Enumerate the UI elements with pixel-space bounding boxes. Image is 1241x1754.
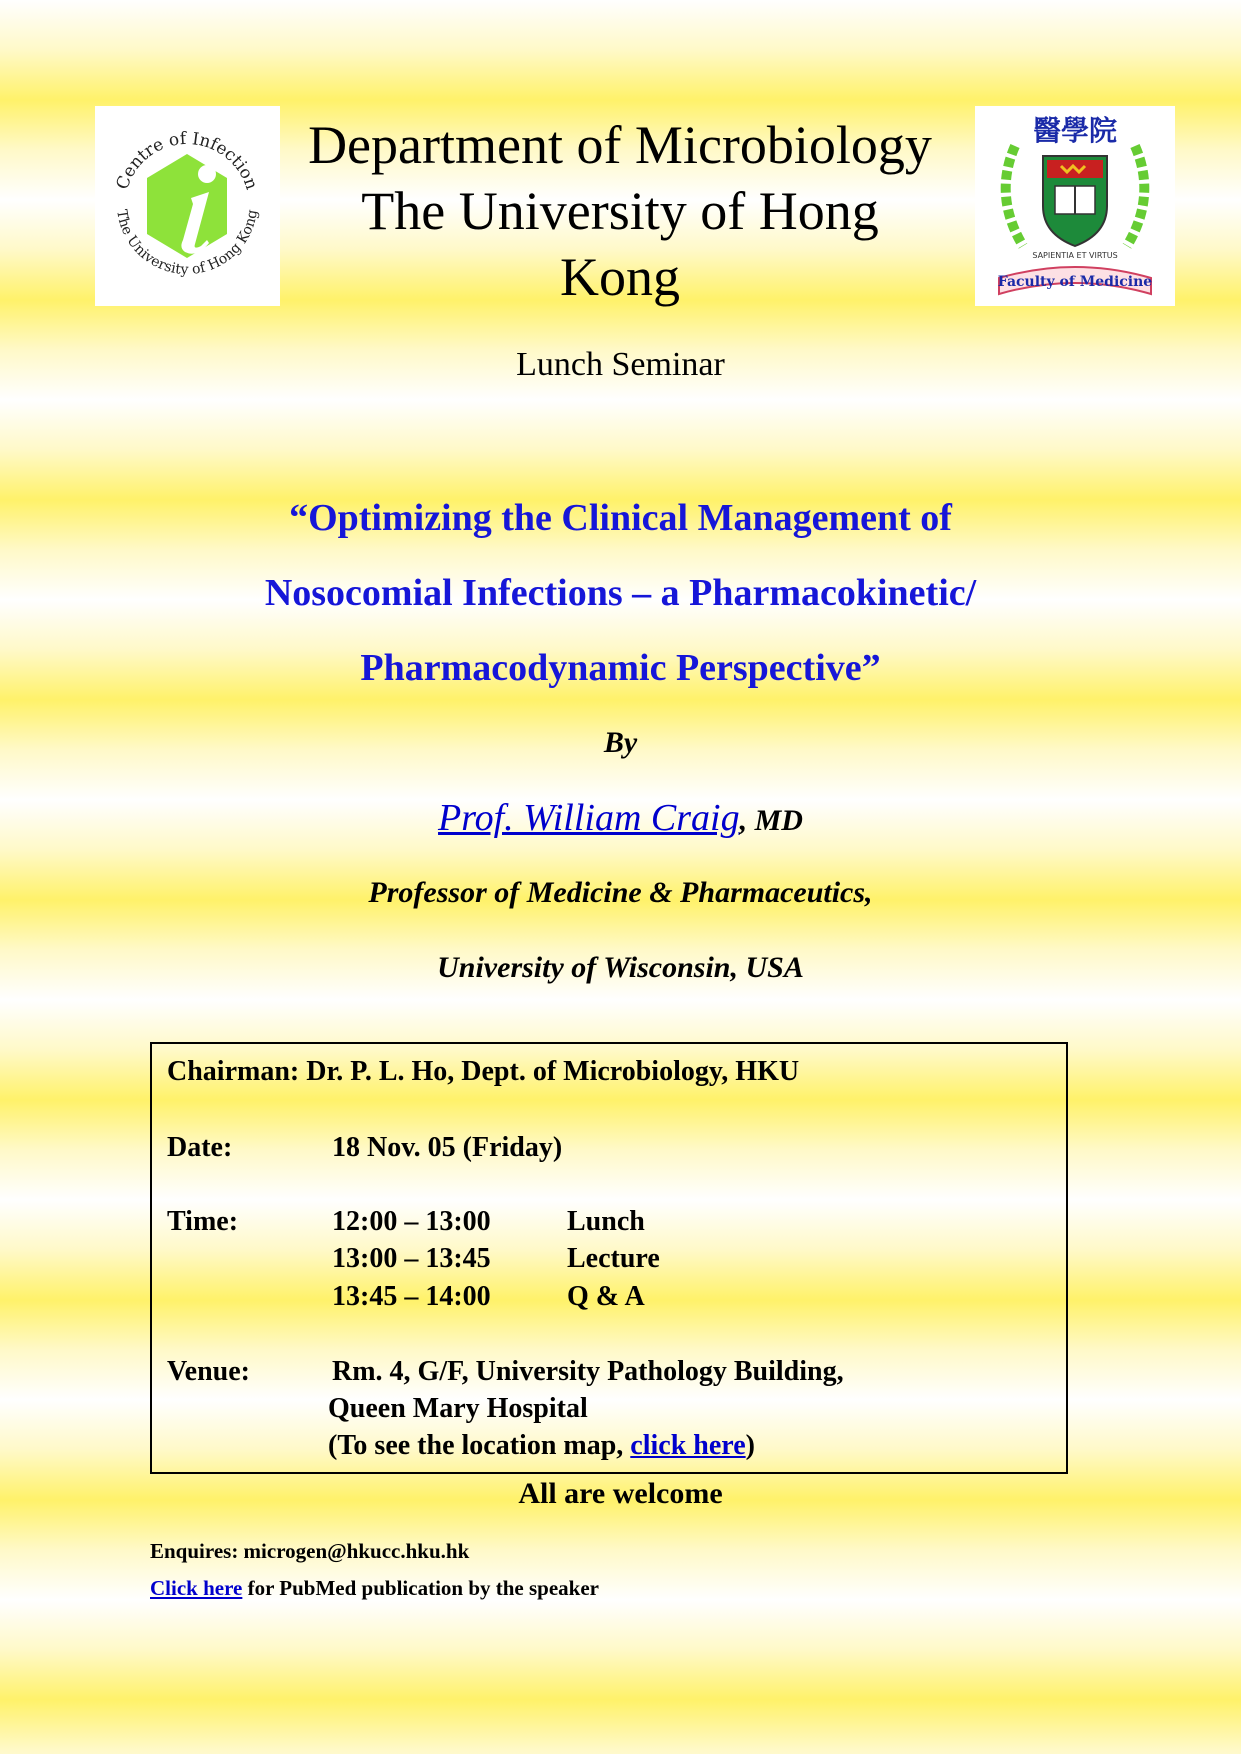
speaker-affiliation-title: Professor of Medicine & Pharmaceutics, xyxy=(368,876,873,909)
schedule-time-2: 13:00 – 13:45 xyxy=(332,1243,491,1274)
department-name: Department of Microbiology xyxy=(308,115,932,175)
schedule-item-3: Q & A xyxy=(567,1281,645,1312)
faculty-of-medicine-logo xyxy=(975,106,1175,306)
centre-of-infection-logo xyxy=(95,106,280,306)
crest-motto: SAPIENTIA ET VIRTUS xyxy=(1032,251,1118,260)
faculty-crest-emblem xyxy=(975,106,1175,306)
talk-title-line-3: Pharmacodynamic Perspective” xyxy=(360,647,881,689)
svg-text:Centre of Infection: Centre of Infection xyxy=(112,128,262,193)
welcome-message: All are welcome xyxy=(518,1477,723,1510)
time-label: Time: xyxy=(167,1206,239,1237)
pubmed-link[interactable]: Click here xyxy=(150,1576,243,1600)
location-map-line xyxy=(328,1428,755,1464)
speaker-affiliation-institution: University of Wisconsin, USA xyxy=(437,951,804,984)
university-name: The University of Hong Kong xyxy=(361,181,879,307)
location-map-link[interactable]: click here xyxy=(630,1430,746,1461)
map-suffix: ) xyxy=(745,1430,755,1461)
schedule-item-1: Lunch xyxy=(567,1206,645,1237)
department-title xyxy=(300,112,940,310)
speaker-name-link[interactable]: Prof. William Craig xyxy=(438,797,740,839)
seminar-details-box xyxy=(150,1042,1068,1474)
venue-line-2: Queen Mary Hospital xyxy=(328,1393,588,1424)
date-label: Date: xyxy=(167,1132,233,1163)
by-label: By xyxy=(603,726,638,759)
talk-title-line-2: Nosocomial Infections – a Pharmacokinetic/ xyxy=(264,572,977,614)
chinese-faculty-name: 醫學院 xyxy=(1032,114,1118,147)
svg-text:The University of Hong Kong: The University of Hong Kong xyxy=(113,208,261,279)
schedule-time-1: 12:00 – 13:00 xyxy=(332,1206,491,1237)
map-prefix: (To see the location map, xyxy=(328,1430,631,1461)
pubmed-line xyxy=(150,1576,599,1601)
centre-of-infection-emblem xyxy=(95,106,280,306)
speaker xyxy=(0,796,1241,840)
chairman-line: Chairman: Dr. P. L. Ho, Dept. of Microbiology, HKU xyxy=(167,1056,800,1087)
venue-line-1: Rm. 4, G/F, University Pathology Building, xyxy=(332,1356,844,1387)
enquiries-line: Enquires: microgen@hkucc.hku.hk xyxy=(150,1539,470,1563)
faculty-ribbon: Faculty of Medicine xyxy=(997,274,1153,290)
venue-label: Venue: xyxy=(167,1356,250,1387)
speaker-degree: , MD xyxy=(739,804,803,837)
seminar-type: Lunch Seminar xyxy=(516,346,725,383)
schedule-time-3: 13:45 – 14:00 xyxy=(332,1281,491,1312)
date-value: 18 Nov. 05 (Friday) xyxy=(332,1132,563,1163)
schedule-item-2: Lecture xyxy=(567,1243,660,1274)
talk-title-line-1: “Optimizing the Clinical Management of xyxy=(289,497,952,539)
pubmed-text: for PubMed publication by the speaker xyxy=(242,1576,600,1600)
